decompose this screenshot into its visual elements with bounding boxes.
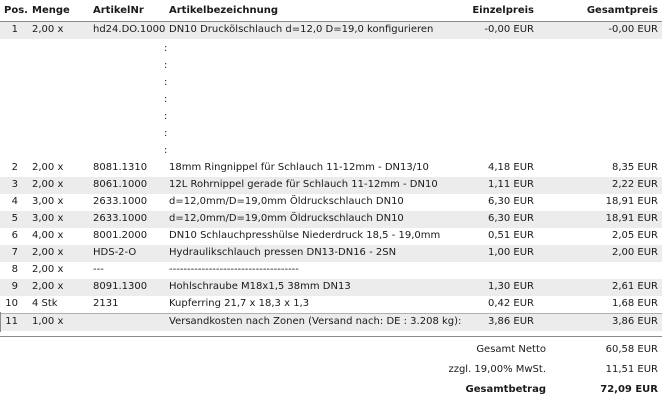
row-unit-price: 1,30 EUR [487, 281, 534, 292]
row-quantity: 2,00 x [32, 247, 64, 258]
row-pos: 4 [11, 196, 18, 207]
row-quantity: 3,00 x [32, 196, 64, 207]
row-pos: 10 [5, 298, 18, 309]
row-description: DN10 Druckölschlauch d=12,0 D=19,0 konfigurieren [169, 24, 434, 35]
row-description: d=12,0mm/D=19,0mm Öldruckschlauch DN10 [169, 196, 404, 207]
row-article-number: 8081.1310 [93, 162, 148, 173]
row-quantity: 1,00 x [32, 316, 64, 327]
table-left-border [0, 312, 1, 332]
row-unit-price: 1,00 EUR [487, 247, 534, 258]
table-row [0, 262, 662, 279]
row-description: Versandkosten nach Zonen (Versand nach: DE : 3.208 kg): [169, 316, 462, 327]
row-total-price: 3,86 EUR [611, 316, 658, 327]
header-description: Artikelbezeichnung [169, 5, 279, 16]
continuation-mark: : [164, 43, 168, 54]
row-article-number: 8001.2000 [93, 230, 148, 241]
header-total-price: Gesamtpreis [586, 5, 658, 16]
row-total-price: 2,00 EUR [611, 247, 658, 258]
row-article-number: 2131 [93, 298, 119, 309]
row-unit-price: 6,30 EUR [487, 213, 534, 224]
row-description: 12L Rohrnippel gerade für Schlauch 11-12mm - DN10 [169, 179, 438, 190]
row-divider [0, 313, 662, 314]
continuation-mark: : [164, 77, 168, 88]
row-pos: 6 [11, 230, 18, 241]
row-quantity: 2,00 x [32, 264, 64, 275]
row-unit-price: 0,42 EUR [487, 298, 534, 309]
continuation-mark: : [164, 94, 168, 105]
row-total-price: 2,22 EUR [611, 179, 658, 190]
row-unit-price: 6,30 EUR [487, 196, 534, 207]
row-article-number: 2633.1000 [93, 213, 148, 224]
continuation-mark: : [164, 128, 168, 139]
continuation-mark: : [164, 111, 168, 122]
table-row [0, 245, 662, 262]
row-article-number: 8061.1000 [93, 179, 148, 190]
row-article-number: --- [93, 264, 104, 275]
continuation-mark: : [164, 145, 168, 156]
row-total-price: -0,00 EUR [608, 24, 658, 35]
row-description: 18mm Ringnippel für Schlauch 11-12mm - DN13/10 [169, 162, 429, 173]
vat-value: 11,51 EUR [605, 364, 658, 375]
row-quantity: 4 Stk [32, 298, 58, 309]
header-quantity: Menge [32, 5, 70, 16]
table-row [0, 228, 662, 245]
row-quantity: 2,00 x [32, 281, 64, 292]
table-row [0, 296, 662, 313]
row-description: Hydraulikschlauch pressen DN13-DN16 - 2SN [169, 247, 397, 258]
row-quantity: 2,00 x [32, 179, 64, 190]
row-pos: 5 [11, 213, 18, 224]
row-pos: 3 [11, 179, 18, 190]
continuation-mark: : [164, 60, 168, 71]
row-description: Hohlschraube M18x1,5 38mm DN13 [169, 281, 351, 292]
row-pos: 2 [11, 162, 18, 173]
table-row [0, 160, 662, 177]
row-article-number: hd24.DO.1000 [93, 24, 166, 35]
row-unit-price: 3,86 EUR [487, 316, 534, 327]
row-description: ------------------------------------ [169, 264, 299, 275]
row-article-number: 2633.1000 [93, 196, 148, 207]
header-article-number: ArtikelNr [93, 5, 144, 16]
table-row [0, 177, 662, 194]
row-unit-price: 1,11 EUR [487, 179, 534, 190]
row-unit-price: 0,51 EUR [487, 230, 534, 241]
row-pos: 8 [11, 264, 18, 275]
row-article-number: 8091.1300 [93, 281, 148, 292]
row-quantity: 3,00 x [32, 213, 64, 224]
row-description: d=12,0mm/D=19,0mm Öldruckschlauch DN10 [169, 213, 404, 224]
row-quantity: 2,00 x [32, 162, 64, 173]
net-total-label: Gesamt Netto [476, 344, 546, 355]
row-description: DN10 Schlauchpresshülse Niederdruck 18,5 - 19,0mm [169, 230, 441, 241]
row-total-price: 1,68 EUR [611, 298, 658, 309]
totals-divider [0, 336, 662, 337]
table-row [0, 211, 662, 228]
row-quantity: 4,00 x [32, 230, 64, 241]
row-unit-price: 4,18 EUR [487, 162, 534, 173]
row-pos: 7 [11, 247, 18, 258]
row-total-price: 18,91 EUR [605, 196, 658, 207]
table-row [0, 22, 662, 39]
grand-total-label: Gesamtbetrag [465, 384, 546, 395]
net-total-value: 60,58 EUR [605, 344, 658, 355]
row-pos: 11 [5, 316, 18, 327]
row-article-number: HDS-2-O [93, 247, 137, 258]
row-pos: 1 [11, 24, 18, 35]
row-total-price: 2,61 EUR [611, 281, 658, 292]
row-total-price: 8,35 EUR [611, 162, 658, 173]
table-row [0, 194, 662, 211]
row-unit-price: -0,00 EUR [484, 24, 534, 35]
header-unit-price: Einzelpreis [472, 5, 534, 16]
table-row [0, 314, 662, 331]
row-total-price: 2,05 EUR [611, 230, 658, 241]
row-pos: 9 [11, 281, 18, 292]
row-total-price: 18,91 EUR [605, 213, 658, 224]
continuation-marks [164, 40, 167, 159]
row-description: Kupferring 21,7 x 18,3 x 1,3 [169, 298, 310, 309]
header-pos: Pos. [4, 5, 28, 16]
grand-total-value: 72,09 EUR [600, 384, 658, 395]
table-row [0, 279, 662, 296]
row-quantity: 2,00 x [32, 24, 64, 35]
vat-label: zzgl. 19,00% MwSt. [448, 364, 546, 375]
